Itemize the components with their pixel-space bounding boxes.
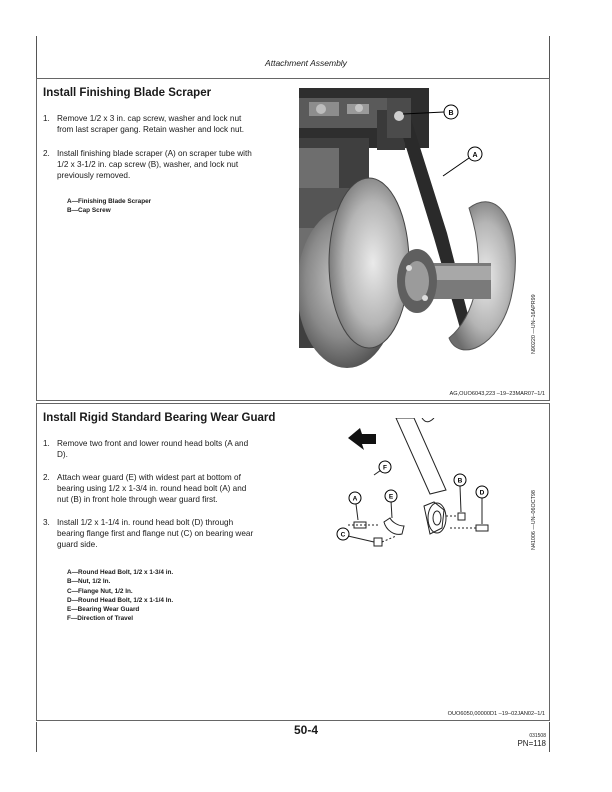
section-title: Install Rigid Standard Bearing Wear Guard <box>43 412 276 424</box>
section-title: Install Finishing Blade Scraper <box>43 87 212 99</box>
footer-reference: OUO6050,00000D1 –19–02JAN02–1/1 <box>447 711 545 717</box>
image-reference: N90220 —UN–16APR99 <box>531 294 537 354</box>
callout-d: D <box>479 489 485 497</box>
doc-code: 031508 <box>529 733 546 739</box>
step-1: 1. Remove two front and lower round head bolts (A and D). <box>43 439 249 460</box>
callout-c: C <box>340 531 346 539</box>
page-number: 50-4 <box>293 723 319 737</box>
step-1: 1. Remove 1/2 x 3 in. cap screw, washer and lock nut from last scraper gang. Retain washer and lock nut. <box>43 114 245 135</box>
wear-guard-diagram <box>334 418 504 558</box>
callout-b: B <box>457 477 463 485</box>
footer-reference: AG,OUO6043,223 –19–23MAR07–1/1 <box>449 391 545 397</box>
image-reference: N41006 —UN–06OCT98 <box>531 490 537 550</box>
legend: A—Finishing Blade Scraper B—Cap Screw <box>67 198 152 215</box>
page-header: Attachment Assembly <box>265 58 347 68</box>
section-bearing-wear-guard <box>36 403 550 721</box>
callout-b: B <box>448 110 454 117</box>
callout-f: F <box>383 464 387 472</box>
step-2: 2. Install finishing blade scraper (A) on scraper tube with 1/2 x 3-1/2 in. cap screw (B), washer, and lock nut previously removed. <box>43 149 252 181</box>
step-3: 3. Install 1/2 x 1-1/4 in. round head bolt (D) through bearing flange first and flange nut (C) on bearing wear guard side. <box>43 518 254 550</box>
callout-e: E <box>388 493 394 501</box>
section-finishing-blade-scraper <box>36 78 550 401</box>
callout-a: A <box>352 495 358 503</box>
right-margin-line <box>549 36 550 78</box>
pn-number: PN=118 <box>517 739 546 748</box>
callout-a: A <box>472 152 478 159</box>
scraper-photo <box>299 88 525 374</box>
left-margin-line <box>36 36 37 78</box>
step-2: 2. Attach wear guard (E) with widest part at bottom of bearing using 1/2 x 1-3/4 in. round head bolt (A) and nut (B) in front hole through wear guard first. <box>43 473 247 505</box>
legend: A—Round Head Bolt, 1/2 x 1-3/4 in. B—Nut, 1/2 In. C—Flange Nut, 1/2 In. D—Round Head Bolt, 1/2 x 1-1/4 In. E—Bearing Wear Guard F—Direction of Travel <box>67 569 174 623</box>
